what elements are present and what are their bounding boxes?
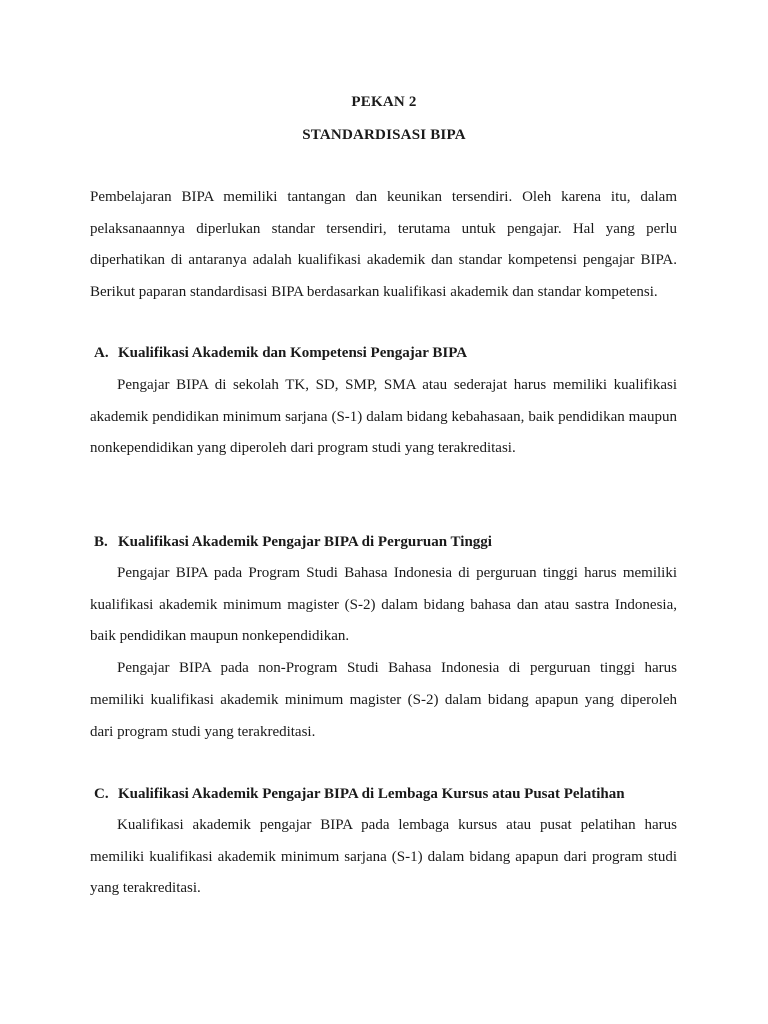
section-c-heading xyxy=(94,786,625,803)
section-a-paragraph-1: Pengajar BIPA di sekolah TK, SD, SMP, SMA atau sederajat harus memiliki kualifikasi akademik pendidikan minimum sarjana (S-1) dalam bidang kebahasaan, baik pendidikan maupun nonkependidikan yang diperoleh dari program studi yang terakreditasi. xyxy=(90,377,677,457)
section-c-body xyxy=(90,810,677,905)
document-title: STANDARDISASI BIPA xyxy=(302,127,466,143)
section-b-title: Kualifikasi Akademik Pengajar BIPA di Perguruan Tinggi xyxy=(118,534,492,550)
section-c-letter: C. xyxy=(94,786,109,802)
section-b-paragraph-1: Pengajar BIPA pada Program Studi Bahasa Indonesia di perguruan tinggi harus memiliki kualifikasi akademik minimum magister (S-2) dalam bidang bahasa dan atau sastra Indonesia, baik pendidikan maupun nonkependidikan. xyxy=(90,565,677,645)
section-b-heading xyxy=(94,534,492,551)
intro-paragraph: Pembelajaran BIPA memiliki tantangan dan keunikan tersendiri. Oleh karena itu, dalam pelaksanaannya diperlukan standar tersendiri, terutama untuk pengajar. Hal yang perlu diperhatikan di antaranya adalah kualifikasi akademik dan standar kompetensi pengajar BIPA. Berikut paparan standardisasi BIPA berdasarkan kualifikasi akademik dan standar kompetensi. xyxy=(90,189,677,301)
section-b-body xyxy=(90,558,677,748)
section-a-title: Kualifikasi Akademik dan Kompetensi Pengajar BIPA xyxy=(118,345,468,361)
section-c-title: Kualifikasi Akademik Pengajar BIPA di Lembaga Kursus atau Pusat Pelatihan xyxy=(118,786,625,802)
week-label: PEKAN 2 xyxy=(351,94,417,110)
section-a-body xyxy=(90,370,677,465)
section-b-paragraph-2: Pengajar BIPA pada non-Program Studi Bahasa Indonesia di perguruan tinggi harus memiliki kualifikasi akademik minimum magister (S-2) dalam bidang apapun yang diperoleh dari program studi yang terakreditasi. xyxy=(90,660,677,740)
section-a-letter: A. xyxy=(94,345,109,361)
section-b-letter: B. xyxy=(94,534,108,550)
section-c-paragraph-1: Kualifikasi akademik pengajar BIPA pada lembaga kursus atau pusat pelatihan harus memiliki kualifikasi akademik minimum sarjana (S-1) dalam bidang apapun dari program studi yang terakreditasi. xyxy=(90,817,677,897)
section-a-heading xyxy=(94,345,467,362)
